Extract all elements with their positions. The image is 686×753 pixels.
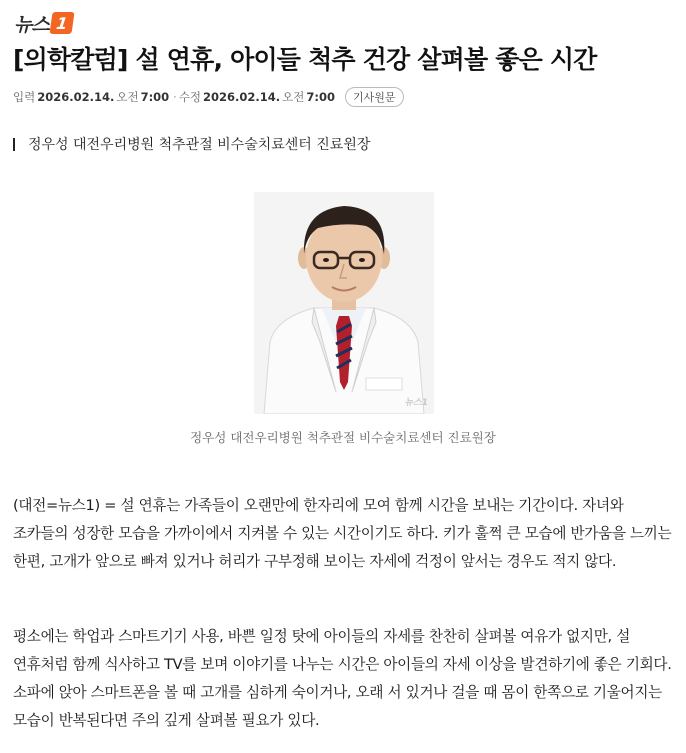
- article-paragraph: (대전=뉴스1) = 설 연휴는 가족들이 오랜만에 한자리에 모여 함께 시간을 보내는 기간이다. 자녀와 조카들의 성장한 모습을 가까이에서 지켜볼 수 있는 시간이기도 하다. 키가 훌쩍 큰 모습에 반가움을 느끼는 한편, 고개가 앞으로 빠져 있거나 허리가 구부정해 보이는 자세에 걱정이 앞서는 경우도 적지 않다.: [13, 497, 672, 570]
- input-ampm: 오전: [116, 90, 139, 104]
- byline-text: 정우성 대전우리병원 척추관절 비수술치료센터 진료원장: [28, 137, 371, 153]
- input-time: 7:00: [140, 90, 170, 104]
- byline: [13, 134, 370, 154]
- logo-text: 뉴스: [14, 13, 49, 36]
- logo-badge: 1: [49, 12, 74, 34]
- article-paragraph: 평소에는 학업과 스마트기기 사용, 바쁜 일정 탓에 아이들의 자세를 찬찬히 살펴볼 여유가 없지만, 설 연휴처럼 함께 식사하고 TV를 보며 이야기를 나누는 시간은 아이들의 자세 이상을 발견하기에 좋은 기회다. 소파에 앉아 스마트폰을 볼 때 고개를 심하게 숙이거나, 오래 서 있거나 걸을 때 몸이 한쪽으로 기울어지는 모습이 반복된다면 주의 깊게 살펴볼 필요가 있다.: [13, 628, 672, 729]
- edit-date: 2026.02.14.: [203, 90, 281, 104]
- edit-ampm: 오전: [282, 90, 305, 104]
- article-meta: [13, 87, 404, 107]
- photo-watermark: 뉴스1: [404, 398, 428, 408]
- input-date: 2026.02.14.: [37, 90, 115, 104]
- news1-logo[interactable]: [14, 10, 73, 36]
- author-photo: [254, 192, 434, 414]
- doctor-portrait-image: [254, 192, 434, 414]
- edit-time: 7:00: [306, 90, 335, 104]
- edit-label: 수정: [178, 90, 202, 104]
- photo-caption: 정우성 대전우리병원 척추관절 비수술치료센터 진료원장: [190, 430, 496, 445]
- original-article-button[interactable]: 기사원문: [345, 87, 404, 107]
- meta-separator: ·: [173, 90, 177, 104]
- byline-bar: [13, 138, 15, 151]
- input-label: 입력: [13, 90, 36, 104]
- article-headline: [의학칼럼] 설 연휴, 아이들 척추 건강 살펴볼 좋은 시간: [13, 45, 597, 74]
